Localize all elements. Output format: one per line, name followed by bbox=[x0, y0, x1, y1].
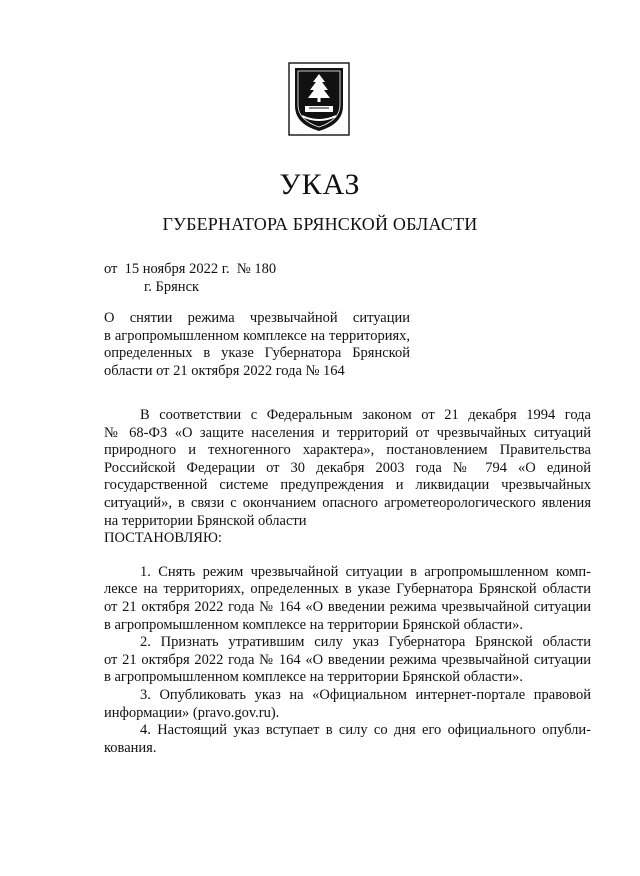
item-line: 2. Признать утратившим силу указ Губернатора Брянской области bbox=[140, 634, 591, 651]
item-line: от 21 октября 2022 года № 164 «О введении режима чрезвычайной ситуации bbox=[104, 651, 591, 668]
document-body bbox=[104, 407, 591, 757]
item-line: в агропромышленном комплексе на территории Брянской области». bbox=[104, 669, 524, 686]
item-line: 3. Опубликовать указ на «Официальном интернет-портале правовой bbox=[140, 686, 591, 703]
preamble-line: № 68-ФЗ «О защите населения и территорий от чрезвычайных ситуаций bbox=[104, 424, 591, 441]
item-line: в агропромышленном комплексе на территории Брянской области». bbox=[104, 616, 524, 633]
subject-block bbox=[104, 310, 410, 380]
preamble-line: природного и техногенного характера», постановлением Правительства bbox=[104, 442, 591, 459]
item-line: от 21 октября 2022 года № 164 «О введении режима чрезвычайной ситуации bbox=[104, 598, 591, 615]
preamble-line: ситуаций», в связи с окончанием опасного агрометеорологического явления bbox=[104, 494, 591, 511]
item-line: 1. Снять режим чрезвычайной ситуации в агропромышленном комп- bbox=[140, 563, 591, 580]
preamble-line: В соответствии с Федеральным законом от 21 декабря 1994 года bbox=[140, 407, 591, 423]
preamble-line: государственной системе предупреждения и ликвидации чрезвычайных bbox=[104, 477, 591, 494]
preamble-line: на территории Брянской области bbox=[104, 512, 307, 529]
subject-line: области от 21 октября 2022 года № 164 bbox=[104, 362, 345, 379]
item-line: кования. bbox=[104, 739, 157, 756]
decree-word: ПОСТАНОВЛЯЮ: bbox=[104, 530, 222, 547]
coat-of-arms-icon bbox=[288, 62, 350, 136]
document-subtitle: ГУБЕРНАТОРА БРЯНСКОЙ ОБЛАСТИ bbox=[162, 214, 478, 234]
city-line: г. Брянск bbox=[144, 279, 200, 295]
document-title: УКАЗ bbox=[279, 168, 361, 201]
subject-line: определенных в указе Губернатора Брянской bbox=[104, 345, 410, 361]
preamble-line: Российской Федерации от 30 декабря 2003 года № 794 «О единой bbox=[104, 459, 591, 476]
date-number-line: от 15 ноября 2022 г. № 180 bbox=[104, 261, 277, 277]
subject-line: О снятии режима чрезвычайной ситуации bbox=[104, 310, 410, 326]
subject-line: в агропромышленном комплексе на территориях, bbox=[104, 327, 410, 344]
item-line: 4. Настоящий указ вступает в силу со дня его официального опубли- bbox=[140, 722, 591, 739]
item-line: лексе на территориях, определенных в указе Губернатора Брянской области bbox=[104, 581, 591, 598]
item-line: информации» (pravo.gov.ru). bbox=[104, 704, 280, 721]
